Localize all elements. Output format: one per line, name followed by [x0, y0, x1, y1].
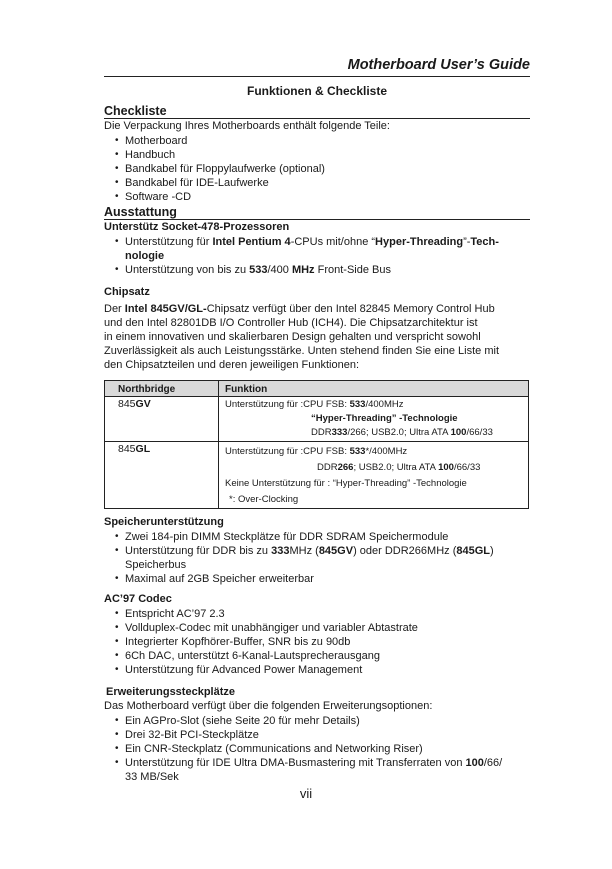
list-item: • Ein AGPro-Slot (siehe Seite 20 für mehr Details) [125, 714, 530, 728]
list-item: • Vollduplex-Codec mit unabhängiger und variabler Abtastrate [125, 621, 530, 635]
list-item: • Bandkabel für IDE-Laufwerke [125, 176, 530, 190]
chipset-table [104, 380, 529, 509]
speicher-subheading: Speicherunterstützung [104, 516, 224, 528]
list-item: • Maximal auf 2GB Speicher erweiterbar [125, 572, 530, 586]
chipsatz-subheading: Chipsatz [104, 286, 150, 298]
cpu-subheading: Unterstütz Socket-478-Prozessoren [104, 221, 290, 233]
list-item: • Unterstützung von bis zu 533/400 MHz Front-Side Bus [125, 263, 530, 277]
list-item: • Handbuch [125, 148, 530, 162]
list-item: • Unterstützung für Intel Pentium 4-CPUs mit/ohne “Hyper-Threading”-Tech- nologie [125, 235, 530, 263]
section-heading-checkliste: Checkliste [104, 104, 530, 119]
page-number: vii [299, 786, 313, 801]
checkliste-intro: Die Verpackung Ihres Motherboards enthält folgende Teile: [104, 120, 390, 132]
page [104, 56, 530, 784]
list-item: • Drei 32-Bit PCI-Steckplätze [125, 728, 530, 742]
erw-list [104, 714, 530, 784]
checkliste-list [104, 134, 530, 204]
section-heading-ausstattung: Ausstattung [104, 205, 530, 220]
table-row [105, 397, 529, 442]
list-item: • 6Ch DAC, unterstützt 6-Kanal-Lautsprecherausgang [125, 649, 530, 663]
erw-subheading: Erweiterungssteckplätze [106, 686, 235, 698]
cpu-list [104, 235, 530, 277]
table-cell: 845GL [105, 442, 219, 509]
erw-intro: Das Motherboard verfügt über die folgenden Erweiterungsoptionen: [104, 700, 433, 712]
table-row [105, 442, 529, 509]
table-cell: 845GV [105, 397, 219, 442]
page-title: Funktionen & Checkliste [246, 84, 388, 98]
table-cell: Unterstützung für :CPU FSB: 533*/400MHz DDR266; USB2.0; Ultra ATA 100/66/33 Keine Unterstützung für : “Hyper-Threading” -Technologie *: Over-Clocking [219, 442, 529, 509]
list-item: • Integrierter Kopfhörer-Buffer, SNR bis zu 90db [125, 635, 530, 649]
list-item: • Unterstützung für Advanced Power Management [125, 663, 530, 677]
table-header-funktion: Funktion [219, 381, 529, 397]
list-item: • Motherboard [125, 134, 530, 148]
table-cell: Unterstützung für :CPU FSB: 533/400MHz “Hyper-Threading” -Technologie DDR333/266; USB2.0; Ultra ATA 100/66/33 [219, 397, 529, 442]
list-item: • Ein CNR-Steckplatz (Communications and Networking Riser) [125, 742, 530, 756]
list-item: • Unterstützung für IDE Ultra DMA-Busmastering mit Transferraten von 100/66/ 33 MB/Sek [125, 756, 530, 784]
list-item: • Unterstützung für DDR bis zu 333MHz (845GV) oder DDR266MHz (845GL) Speicherbus [125, 544, 530, 572]
list-item: • Bandkabel für Floppylaufwerke (optional) [125, 162, 530, 176]
list-item: • Zwei 184-pin DIMM Steckplätze für DDR SDRAM Speichermodule [125, 530, 530, 544]
list-item: • Entspricht AC’97 2.3 [125, 607, 530, 621]
table-header-northbridge: Northbridge [105, 381, 219, 397]
codec-list [104, 607, 530, 677]
list-item: • Software -CD [125, 190, 530, 204]
codec-subheading: AC’97 Codec [104, 593, 172, 605]
chipsatz-paragraph: Der Intel 845GV/GL-Chipsatz verfügt über den Intel 82845 Memory Control Hub und den Intel 82801DB I/O Controller Hub (ICH4). Die Chipsatzarchitektur ist in einem innovativen und skalierbaren Design gehalten und verspricht sowohl Zuverlässigkeit als auch Leistungsstärke. Unten stehend finden Sie eine Liste mit den Chipsatzteilen und deren jeweiligen Funktionen: [104, 303, 499, 371]
running-header: Motherboard User’s Guide [104, 56, 530, 77]
speicher-list [104, 530, 530, 586]
